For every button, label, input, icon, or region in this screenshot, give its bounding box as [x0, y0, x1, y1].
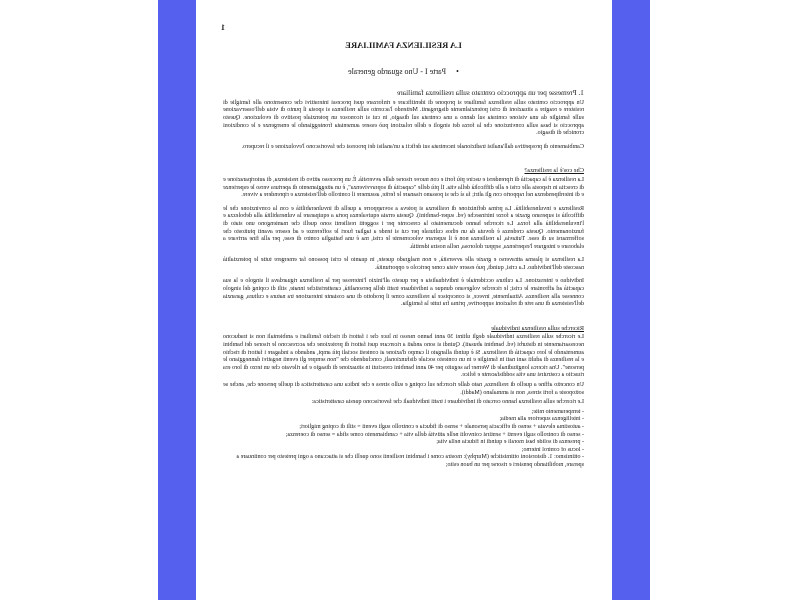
- paragraph: Cambiamento di prospettiva dall'analisi tradizionale incentrata sui deficit a un'analisi dei processi che favoriscono l'evoluzione e il recupero.: [241, 143, 584, 150]
- section-heading-premesse: 1. Premesse per un approccio centrato sulla resilienza familiare: [397, 88, 584, 98]
- page-number: 1: [221, 23, 225, 32]
- left-margin-band: [158, 0, 196, 600]
- paragraph: Un concetto affine a quello di resilienza, nato dalle ricerche sul coping e sullo stress e che indica una caratteristica di quelle persone che, anche se sottoposte a forti stress, non si ammalano (Maddi).: [223, 382, 584, 396]
- paragraph: La resilienza si plasma attraverso e grazie alle avversità, e non malgrado queste, in quanto le crisi possono far emergere tutte le potenzialità nascoste dell'individuo. La crisi, quindi, può essere vista come pericolo e opportunità.: [223, 257, 584, 271]
- list-item: - intelligenza superiore alla media;: [499, 416, 584, 423]
- section-heading-ricerche: Ricerche sulla resilienza individuale: [491, 324, 584, 332]
- list-item: - ottimismo: 1. distorsioni ottimistiche (Murphy): mostra come i bambini resilienti sono quelli che si attaccano a ogni pretesto per continuare a sperare, mobilitando pensieri e risorse per un buon esito;: [236, 454, 584, 468]
- document-title: LA RESILIENZA FAMILIARE: [345, 40, 462, 50]
- list-item: - autostima elevata + senso di efficacia personale + senso di fiducia e controllo sugli eventi = stili di coping migliori;: [299, 423, 584, 430]
- list-item: - presenza di solide basi morali e quindi in fiducia nella vita;: [436, 439, 584, 446]
- right-margin-band: [612, 0, 650, 600]
- paragraph: Individuo e interazione. La cultura occidentale è individualista e per questo all'inizio l'interesse per la resilienza riguardava il singolo e la sua capacità ad affrontare le crisi; le ricerche volgevano dunque a individuare tratti della personalità, caratteristiche innate, stili di coping del singolo connesse alla resilienza. Attualmente, invece, si concepisce la resilienza come il prodotto di una costante interazione tra natura e cultura, garanzia dell'esistenza di una rete di relazioni supportive, prima fra tutte la famiglia.: [223, 278, 584, 308]
- section-heading-resilienza: Che cos'è la resilienza?: [524, 167, 584, 175]
- document-body: [223, 20, 584, 470]
- list-item: - locus of control interno;: [521, 446, 584, 453]
- list-item: - temperamento mite;: [531, 408, 584, 415]
- trait-list: [223, 409, 584, 470]
- subtitle-text: Parte I - Uno sguardo generale: [348, 66, 447, 76]
- paragraph: La resilienza è la capacità di riprendersi e uscire più forti e con nuove risorse dalle avversità. È un processo attivo di resistenza, di autoriparazione e di crescita in risposta alle crisi e alle difficoltà della vita. Il più delle "capacità di sopravvivenza", è un atteggiamento di apertura verso le esperienze e di interdipendenza nel rapporto con gli altri; fa sì che si possano risanare le ferite, assumere il controllo dell'esistenza e riprendere a vivere.: [223, 176, 584, 199]
- paragraph: Le ricerche sulla resilienza individuale degli ultimi 30 anni hanno messo in luce che i fattori di rischio familiari e ambientali non si traducono necessariamente in disturbi (vd. bambini abusati). Quindi si sono andati a ricercare quei fattori di protezione che accrescono le risorse dei bambini aumentando le loro capacità di resilienza. Si è quindi allargato il campo d'azione ai contesti sociali più ampi, andando a indagare i fattori di rischio e la resilienza di adulti sani nati in famiglie e in un contesto sociale disfunzionali, concludendo che "non sempre gli eventi negativi danneggiano le persone". Una ricerca longitudinale di Werner ha seguito per 40 anni bambini cresciuti in situazione di disagio e ha rilevato che un terzo di loro era riuscito a costruirsi una vita soddisfacente e felice.: [223, 334, 584, 379]
- paragraph: Un approccio centrato sulla resilienza familiare si propone di identificare e rinforzare quei processi interattivi che consentono alle famiglie di resistere e reagire a situazioni di crisi potenzialmente disgreganti. Mettendo l'accento sulla resilienza si sposta il punto di vista dell'osservazione sulle famiglie da una visione centrata sul danno a una centrata sul disagio, in cui si riconosce un potenziale positivo di evoluzione. Questo approccio si basa sulla convinzione che la forza dei singoli e delle relazioni può essere aumentata fronteggiando le emergenze e le condizioni croniche di disagio.: [223, 99, 584, 137]
- mirrored-page-content: [196, 0, 612, 600]
- bullet-icon: •: [456, 66, 459, 76]
- document-page: [196, 0, 612, 600]
- paragraph: Le ricerche sulla resilienza hanno cercato di individuare i tratti individuali che favoriscono questa caratteristica:: [311, 399, 584, 406]
- paragraph: Resilienza e invulnerabilità. La prima definizione di resilienza si poteva a sovrapporre a quella di invulnerabilità e con la convinzione che le difficoltà si superano grazie a forze intrinseche (vd. super-bambini). Questa errata equivalenza porta a equiparare la vulnerabilità alla debolezza e l'invulnerabilità alla forza. Le ricerche hanno documentato la crescente per i soggetti resilienti sono quelli che mantengono uno stato di funzionamento. Questa credenza è dovuta da un ethos culturale per cui si tende a tagliar fuori le sofferenze e ad essere avanti piuttosto che soffermarsi su di esse. Tuttavia, la resilienza non è il superare velocemente le crisi, ma è una battaglia contro di esse, per alla fine arrivare a elaborare e integrare l'esperienza, seppur dolorosa, nella nostra identità.: [223, 205, 584, 250]
- list-item: - senso di controllo sugli eventi + sentirsi coinvolti nelle attività della vita + cambiamento come sfida = senso di coerenza;: [285, 431, 584, 438]
- document-subtitle: [223, 68, 584, 76]
